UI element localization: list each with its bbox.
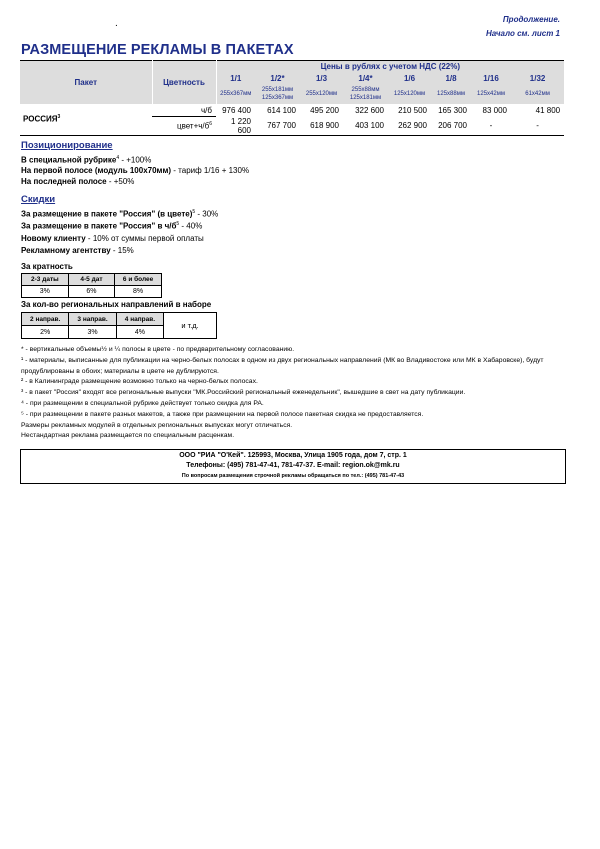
price-cell: 83 000 (482, 105, 507, 115)
positioning-special-rubric: В специальной рубрике$^4$ - +100% (21, 155, 152, 165)
continuation-note (486, 13, 560, 41)
frequency-header: 4-5 дат (68, 274, 114, 286)
footnotes (21, 345, 581, 442)
frequency-heading: За кратность (21, 262, 73, 271)
page-title: РАЗМЕЩЕНИЕ РЕКЛАМЫ В ПАКЕТАХ (21, 42, 294, 58)
discount-agency: Рекламному агентству - 15% (21, 246, 134, 255)
positioning-first-page: На первой полосе (модуль 100x70мм) - тариф 1/16 + 130% (21, 166, 250, 175)
color-color: $цвет+ч/б^6$ (152, 117, 216, 136)
frequency-value: 8% (115, 286, 162, 298)
color-bw: ч/б (152, 104, 216, 117)
price-cell: 614 100 (267, 105, 296, 115)
price-header: Цены в рублях с учетом НДС (22%) (216, 61, 564, 73)
footer-classifieds: По вопросам размещения строчной рекламы обращаться по тел.: (495) 781-47-43 (181, 473, 405, 479)
footnote: ¹ - материалы, выписанные для публикации на черно-белых полосах в одном из двух региональных направлений (МК во Владивостоке или МК в Хабаровске), будут продублированы в обоих; материалы в цвете не дублируются. (21, 356, 544, 375)
regional-value: 3% (69, 326, 116, 339)
regional-header: 2 направ. (22, 313, 69, 326)
discount-bw: За размещение в пакете "Россия" в $ч/б^5 - 40\%$ (21, 221, 203, 231)
footnote: ² - в Калининграде размещение возможно только на черно-белых полосах. (21, 378, 258, 386)
price-cell: 41 800 (535, 105, 561, 115)
start-reference: Начало см. лист 1 (485, 29, 560, 38)
column-label: 1/1 (216, 72, 255, 84)
positioning-heading: Позиционирование (21, 140, 113, 151)
price-cell: 618 900 (300, 117, 343, 136)
package-name: РОССИЯ$^3$ (20, 104, 152, 135)
column-label: 1/32 (511, 72, 564, 84)
regional-table (21, 312, 217, 339)
footnote: Размеры рекламных модулей в отдельных региональных выпусках могут отличаться. (21, 421, 293, 429)
price-cell: 976 400 (222, 105, 251, 115)
package-header: Пакет (20, 61, 152, 105)
column-size: 125x42мм (471, 84, 511, 104)
column-size: 255x120мм (300, 84, 343, 104)
price-table (20, 60, 564, 136)
discount-new-client: Новому клиенту - 10% от суммы первой оплаты (21, 234, 204, 243)
discount-color: За размещение в пакете "Россия" (в цвете)$^5$ - 30% (21, 209, 219, 219)
column-label: 1/3 (300, 72, 343, 84)
footnote: Нестандартная реклама размещается по специальным расценкам. (21, 432, 235, 440)
column-size: 125x120мм (388, 84, 431, 104)
regional-header: 3 направ. (69, 313, 116, 326)
column-size: 61x42мм (511, 84, 564, 104)
column-size: 255x367мм (216, 84, 255, 104)
regional-heading: За кол-во региональных направлений в наборе (21, 300, 212, 309)
price-cell: 165 300 (438, 105, 467, 115)
footnote: ³ - в пакет "Россия" входят все региональные выпуски "МК.Российский региональный еженедельник", вышедшие в свет на дату публикации. (21, 389, 466, 397)
column-label: 1/16 (471, 72, 511, 84)
footer-address: ООО "РИА "О'Кей". 125993, Москва, Улица 1905 года, дом 7, стр. 1 (179, 452, 407, 459)
price-cell: 206 700 (431, 117, 471, 136)
color-header: Цветность (152, 61, 216, 105)
regional-value: 4% (116, 326, 163, 339)
price-cell: 403 100 (343, 117, 388, 136)
column-label: 1/4* (343, 72, 388, 84)
regional-value: 2% (22, 326, 69, 339)
column-label: 1/8 (431, 72, 471, 84)
price-cell: 322 600 (355, 105, 384, 115)
column-size: 255x88мм 125x181мм (343, 84, 388, 104)
price-cell: 767 700 (255, 117, 300, 136)
regional-header: 4 направ. (116, 313, 163, 326)
contact-footer (20, 449, 566, 484)
frequency-header: 2-3 даты (22, 274, 69, 286)
footnote: ⁴ - при размещении в специальной рубрике действует только скидка для РА. (21, 399, 264, 407)
price-cell: - (511, 117, 564, 136)
price-cell: 262 900 (388, 117, 431, 136)
column-size: 125x88мм (431, 84, 471, 104)
frequency-value: 6% (68, 286, 114, 298)
column-label: 1/6 (388, 72, 431, 84)
footer-phones: Телефоны: (495) 781-47-41, 781-47-37. E-mail: region.ok@mk.ru (186, 462, 400, 469)
price-cell: - (471, 117, 511, 136)
frequency-table (21, 273, 162, 298)
price-cell: 210 500 (398, 105, 427, 115)
column-label: 1/2* (255, 72, 300, 84)
footnote: ⁵ - при размещении в пакете разных макетов, а также при размещении на первой полосе пакетная скидка не предоставляется. (21, 410, 424, 418)
frequency-header: 6 и более (115, 274, 162, 286)
positioning-last-page: На последней полосе - +50% (21, 177, 135, 186)
column-size: 255x181мм 125x367мм (255, 84, 300, 104)
discounts-heading: Скидки (21, 194, 56, 205)
continuation-label: Продолжение. (502, 15, 560, 24)
frequency-value: 3% (22, 286, 69, 298)
footnote: * - вертикальные объемы½ и ¼ полосы в цвете - по предварительному согласованию. (21, 346, 295, 353)
price-cell: 1 220 600 (216, 117, 255, 136)
regional-etc: и т.д. (164, 313, 217, 339)
stray-dot: . (115, 18, 118, 29)
price-cell: 495 200 (310, 105, 339, 115)
